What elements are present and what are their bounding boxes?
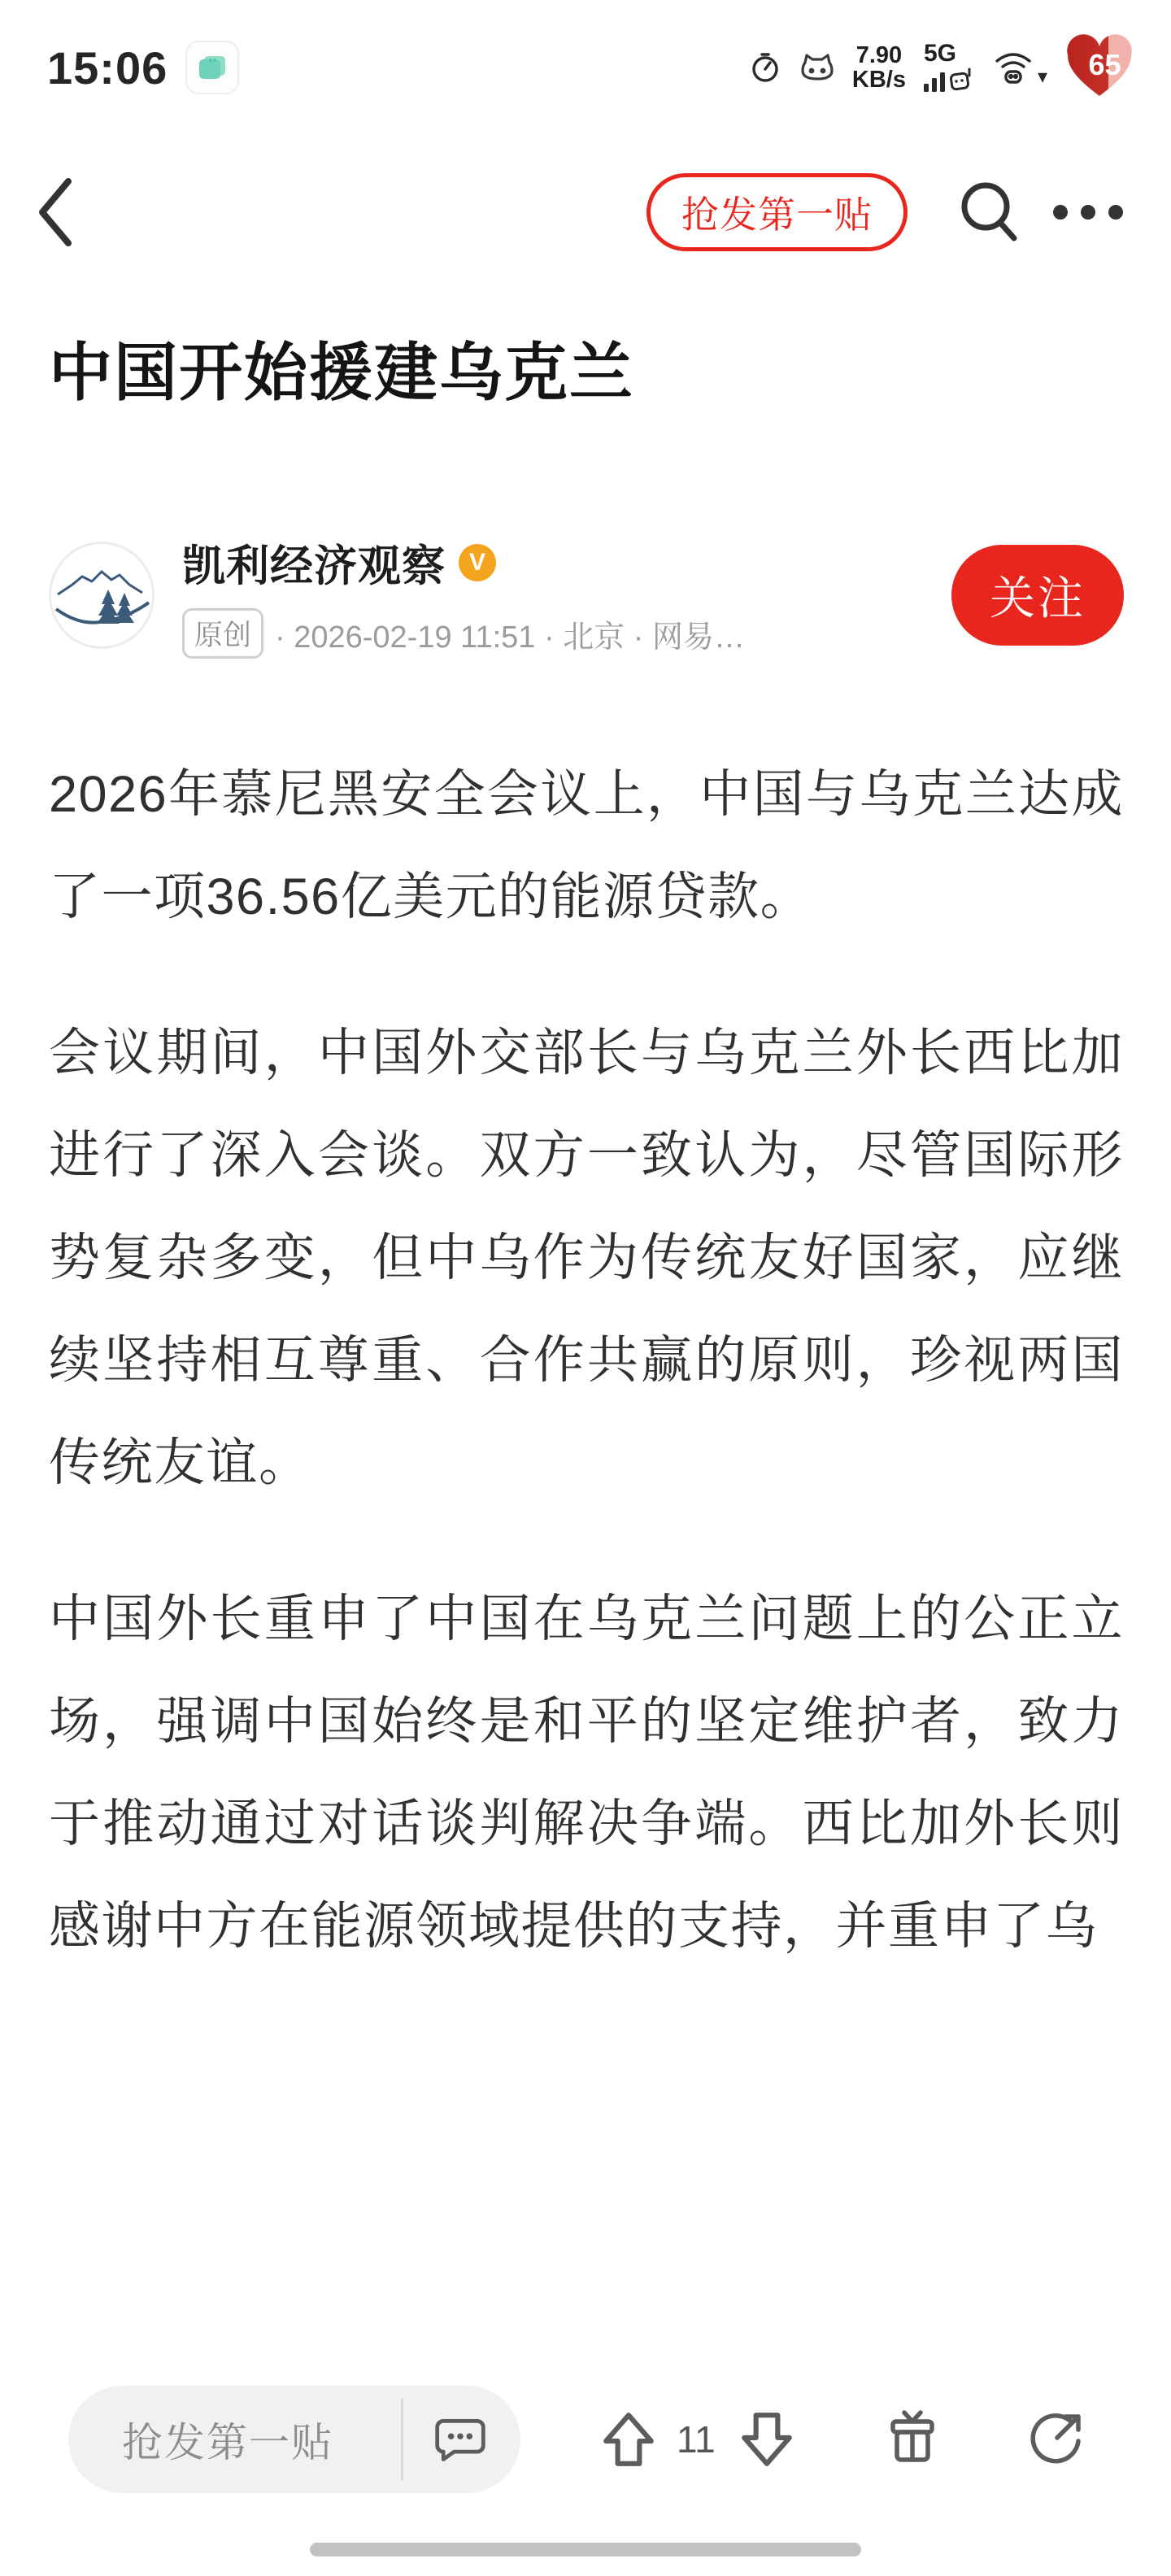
author-row — [49, 532, 1124, 659]
paragraph: 中国外长重申了中国在乌克兰问题上的公正立场，强调中国始终是和平的坚定维护者，致力于推动通过对话谈判解决争端。西比加外长则感谢中方在能源领域提供的支持，并重申了乌 — [49, 1590, 1124, 1955]
back-button[interactable] — [33, 172, 106, 253]
more-options-icon[interactable] — [1047, 176, 1129, 249]
share-icon[interactable] — [1025, 2408, 1086, 2470]
nav-bar — [0, 159, 1171, 265]
article-title: 中国开始援建乌克兰 — [49, 337, 635, 408]
comment-input[interactable] — [68, 2386, 520, 2493]
original-content-tag: 原创 — [182, 608, 263, 659]
follow-button[interactable]: 关注 — [951, 545, 1124, 646]
wifi-caret-icon: ▾ — [1037, 66, 1047, 88]
search-icon[interactable] — [955, 176, 1025, 249]
divider — [401, 2399, 403, 2480]
upvote-icon[interactable] — [599, 2409, 659, 2469]
article-content — [49, 332, 1124, 2031]
gift-icon[interactable] — [882, 2408, 943, 2470]
network-speed: 7.90 KB/s — [851, 42, 906, 93]
upvote-count: 11 — [677, 2418, 716, 2461]
author-name[interactable]: 凯利经济观察 — [182, 542, 446, 590]
paragraph: 2026年慕尼黑安全会议上，中国与乌克兰达成了一项36.56亿美元的能源贷款。 — [49, 766, 1124, 925]
author-avatar[interactable] — [49, 542, 155, 649]
paragraph: 会议期间，中国外交部长与乌克兰外长西比加进行了深入会谈。双方一致认为，尽管国际形势复杂多变，但中乌作为传统友好国家，应继续坚持相互尊重、合作共赢的原则，珍视两国传统友谊。 — [49, 1025, 1124, 1491]
cat-mode-icon — [799, 51, 836, 84]
status-bar — [0, 15, 1171, 120]
comments-icon[interactable] — [433, 2412, 488, 2467]
verified-badge-icon: V — [459, 544, 496, 581]
cellular-signal-icon: 5G — [922, 41, 976, 94]
first-post-button[interactable]: 抢发第一贴 — [646, 173, 908, 251]
home-indicator[interactable] — [310, 2543, 861, 2556]
message-app-icon — [185, 41, 239, 94]
downvote-icon[interactable] — [737, 2409, 797, 2469]
battery-percent: 65 — [1088, 47, 1121, 81]
wifi-icon — [992, 50, 1047, 88]
article-body — [49, 743, 1124, 1978]
publish-meta: · 2026-02-19 11:51 · 北京 · 网易… — [275, 620, 745, 655]
comment-placeholder: 抢发第一贴 — [122, 2420, 333, 2465]
alarm-icon — [748, 50, 782, 85]
battery-heart-icon — [1064, 34, 1135, 101]
clock-time: 15:06 — [47, 41, 168, 94]
